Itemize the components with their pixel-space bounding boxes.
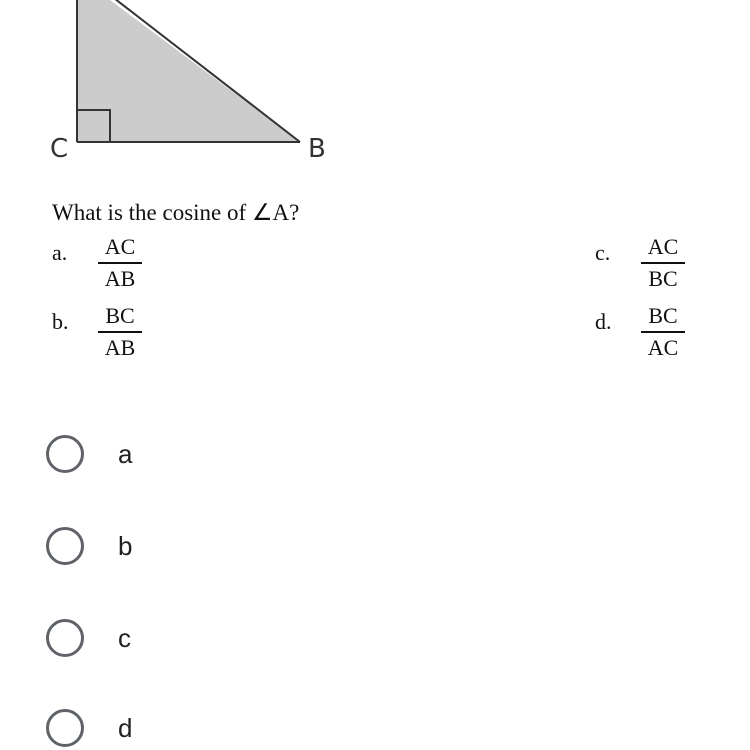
option-label[interactable]: c [118,622,131,653]
radio-button-a[interactable] [46,435,84,473]
numerator: AC [98,232,142,264]
option-label[interactable]: b [118,530,133,561]
option-d[interactable] [46,704,132,750]
option-label[interactable]: a [118,438,133,469]
choice-letter: d. [595,309,612,334]
fraction [641,301,685,363]
choice-letter: b. [52,309,69,334]
choice-letter: c. [595,240,611,265]
radio-button-d[interactable] [46,709,84,747]
vertex-label-b: B [308,134,326,164]
fraction [98,301,142,363]
choice-letter: a. [52,240,68,265]
denominator: BC [648,266,678,291]
triangle-figure [0,0,750,180]
numerator: BC [98,301,142,333]
option-label[interactable]: d [118,712,133,743]
option-c[interactable] [46,614,131,662]
fraction [641,232,685,294]
fraction [98,232,142,294]
question-text: What is the cosine of ∠A? [52,200,300,225]
numerator: BC [641,301,685,333]
radio-button-b[interactable] [46,527,84,565]
numerator: AC [641,232,685,264]
vertex-label-c: C [50,134,69,164]
denominator: AB [104,266,136,291]
option-b[interactable] [46,522,132,570]
denominator: AC [647,335,679,360]
denominator: AB [104,335,136,360]
radio-button-c[interactable] [46,619,84,657]
option-a[interactable] [46,430,132,478]
